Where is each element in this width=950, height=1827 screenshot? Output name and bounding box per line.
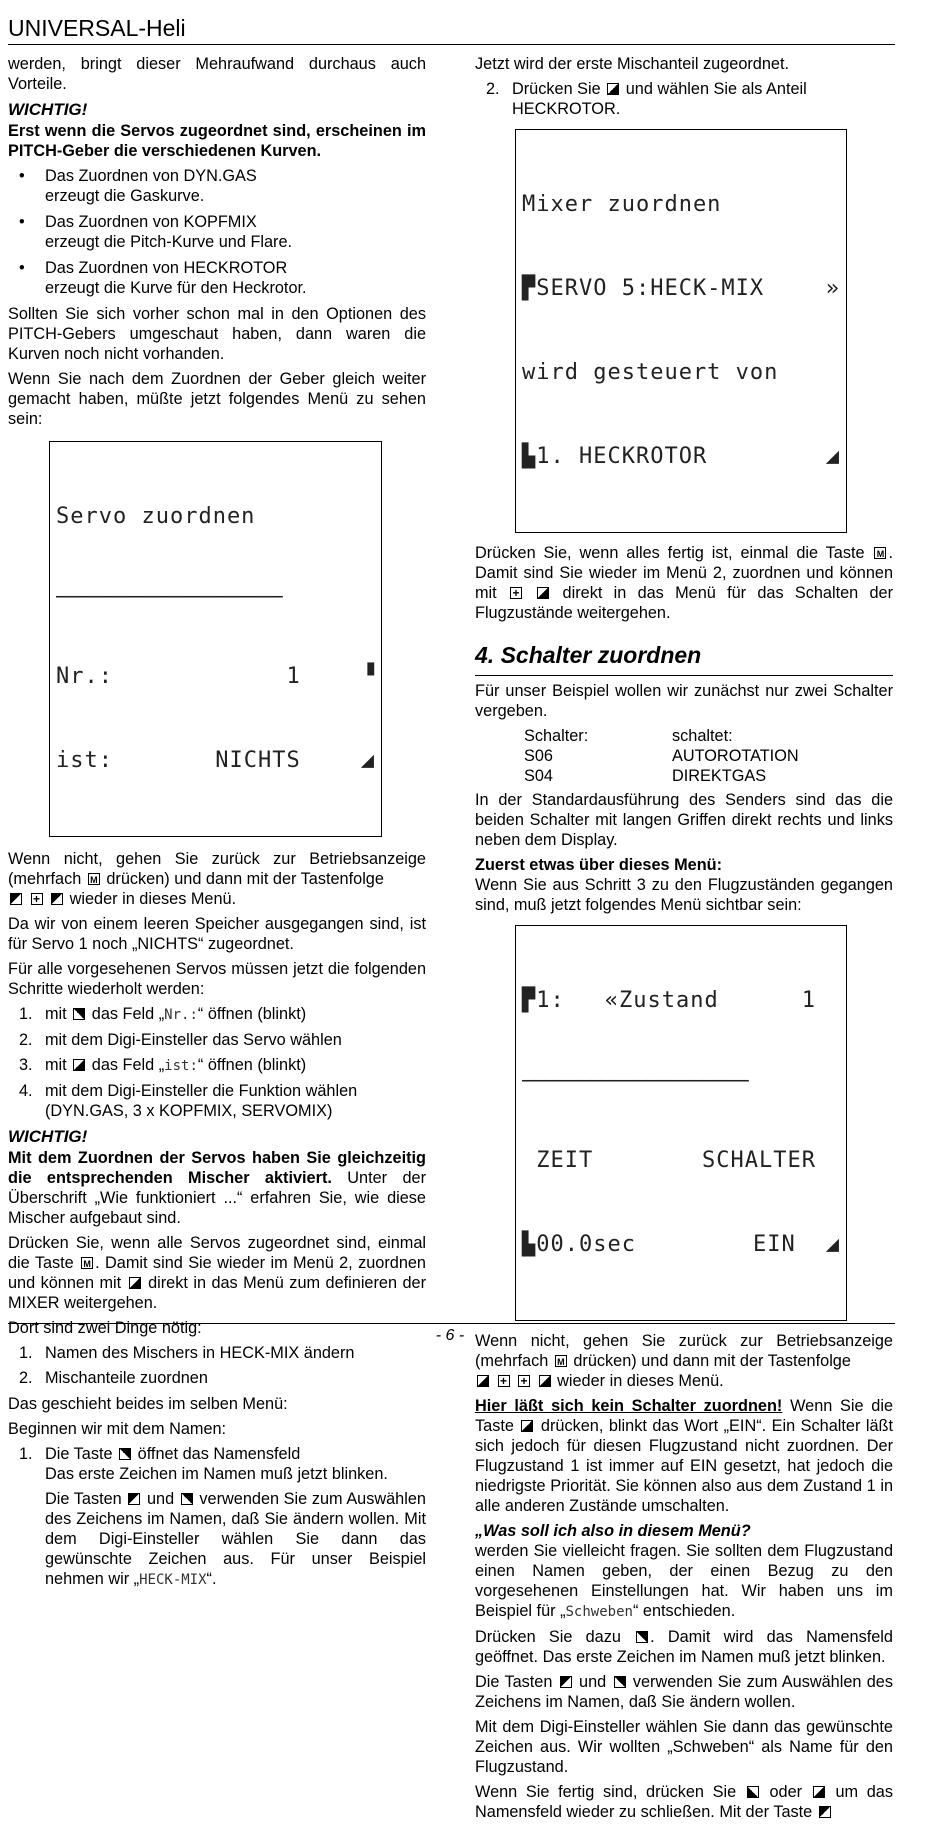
key-down-right-icon: [607, 83, 619, 95]
subheading: „Was soll ich also in diesem Menü?: [475, 1522, 751, 1540]
warning-text: Erst wenn die Servos zugeordnet sind, erscheinen im PITCH-Geber die verschiedenen Kurven.: [8, 122, 426, 160]
key-down-right-icon: [73, 1059, 85, 1071]
lcd-line: wird gesteuert von: [522, 360, 779, 385]
key-down-right-icon: [129, 1277, 141, 1289]
key-down-right-icon: [813, 1786, 825, 1798]
plus-key-icon: [510, 587, 522, 599]
key-up-left-icon: [819, 1806, 831, 1818]
paragraph: Drücken Sie, wenn alles fertig ist, einmal die Taste M . Damit sind Sie wieder im Menü 2, zuordnen und können mit + direkt in das Menü für das Schalten der Flugzustände weitergehen.: [475, 543, 893, 623]
list-item: 2. mit dem Digi-Einsteller das Servo wählen: [19, 1031, 342, 1049]
page-number: - 6 -: [435, 1327, 465, 1344]
key-down-right-icon: [521, 1420, 533, 1432]
lcd-line: ZEIT SCHALTER: [522, 1148, 816, 1173]
lcd-line: ▙00.0sec EIN ◢: [522, 1232, 840, 1257]
lcd-line: ▛SERVO 5:HECK-MIX »: [522, 276, 840, 301]
table-row: S06 AUTOROTATION: [524, 747, 799, 765]
paragraph: Drücken Sie dazu . Damit wird das Namensfeld geöffnet. Das erste Zeichen im Namen muß jetzt blinken.: [475, 1628, 893, 1666]
list-item: 4. mit dem Digi-Einsteller die Funktion wählen (DYN.GAS, 3 x KOPFMIX, SERVOMIX): [19, 1082, 358, 1120]
list-item: 2. Drücken Sie und wählen Sie als Anteil HECKROTOR.: [486, 80, 807, 118]
paragraph: Mit dem Digi-Einsteller wählen Sie dann das gewünschte Zeichen aus. Wir wollten „Schweben“ als Name für den Flugzustand.: [475, 1718, 893, 1776]
plus-key-icon: [498, 1375, 510, 1387]
bullet-list: [8, 166, 426, 298]
list-item: 1. Die Taste öffnet das Namensfeld Das erste Zeichen im Namen muß jetzt blinken. Die Tasten und verwenden Sie zum Auswählen des Zeichens im Namen, daß Sie ändern wollen. Mit dem Digi-Einsteller wählen Sie dann das gewünschte Zeichen aus. Für unser Beispiel nehmen wir „HECK-MIX“.: [19, 1445, 426, 1588]
lcd-line: ▙1. HECKROTOR ◢: [522, 444, 840, 469]
paragraph: Jetzt wird der erste Mischanteil zugeordnet.: [475, 55, 790, 73]
plus-key-icon: [31, 893, 43, 905]
paragraph: Beginnen wir mit dem Namen:: [8, 1420, 227, 1438]
paragraph: Wenn Sie fertig sind, drücken Sie oder um das Namensfeld wieder zu schließen. Mit der Taste: [475, 1783, 893, 1821]
paragraph: Dort sind zwei Dinge nötig:: [8, 1319, 202, 1337]
list-item: • Das Zuordnen von HECKROTOR erzeugt die Kurve für den Heckrotor.: [45, 258, 426, 298]
left-column: [8, 54, 426, 1596]
paragraph: Wenn Sie nach dem Zuordnen der Geber gleich weiter gemacht haben, müßte jetzt folgendes Menü zu sehen sein:: [8, 370, 426, 428]
key-down-left-icon: [747, 1786, 759, 1798]
key-up-right-icon: [614, 1676, 626, 1688]
section-title: 4. Schalter zuordnen: [475, 642, 702, 668]
switch-table: [524, 726, 799, 786]
paragraph: Drücken Sie, wenn alle Servos zugeordnet sind, einmal die Taste M . Damit sind Sie wieder im Menü 2, zuordnen und können mit direkt in das Menü zum definieren der MIXER weitergehen.: [8, 1233, 426, 1313]
warning-heading: WICHTIG!: [8, 100, 88, 119]
paragraph: Da wir von einem leeren Speicher ausgegangen sind, ist für Servo 1 noch „NICHTS“ zugeordnet.: [8, 915, 426, 953]
key-down-right-icon: [537, 587, 549, 599]
paragraph: Wenn Sie aus Schritt 3 zu den Flugzuständen gegangen sind, muß jetzt folgendes Menü sichtbar sein:: [475, 876, 893, 914]
header-rule: [8, 44, 895, 45]
lcd-servo-zuordnen: [49, 441, 382, 837]
page-header: UNIVERSAL-Heli: [8, 15, 186, 41]
paragraph: werden Sie vielleicht fragen. Sie sollten dem Flugzustand einen Namen geben, der einen Bezug zu den vorgesehenen Einstellungen hat. Wir haben uns im Beispiel für „Schweben“ entschieden.: [475, 1542, 893, 1620]
key-up-left-icon: [51, 893, 63, 905]
table-row: Schalter: schaltet:: [524, 727, 733, 745]
right-column: [475, 54, 893, 1827]
list-item: • Das Zuordnen von KOPFMIX erzeugt die Pitch-Kurve und Flare.: [45, 212, 426, 252]
todo-list: [8, 1343, 426, 1388]
paragraph: Für alle vorgesehenen Servos müssen jetzt die folgenden Schritte wiederholt werden:: [8, 960, 426, 998]
key-down-right-icon: [539, 1375, 551, 1387]
lcd-corner-icon: ◢: [825, 1232, 840, 1257]
menu-key-icon: [874, 547, 886, 559]
paragraph: Hier läßt sich kein Schalter zuordnen! Wenn Sie die Taste drücken, blinkt das Wort „EIN“. Ein Schalter läßt sich jedoch für diesen Flugzustand nicht zuordnen. Der Flugzustand 1 ist immer auf EIN gesetzt, hat jedoch die niedrigste Priorität. Sie können also aus dem Zustand 1 in alle anderen Zustände umschalten.: [475, 1397, 894, 1515]
lcd-corner-icon: ◢: [360, 748, 375, 773]
paragraph: Das geschieht beides im selben Menü:: [8, 1395, 288, 1413]
key-up-left-icon: [10, 893, 22, 905]
paragraph: Wenn nicht, gehen Sie zurück zur Betriebsanzeige (mehrfach M drücken) und dann mit der Tastenfolge + wieder in dieses Menü.: [8, 849, 426, 909]
paragraph: Sollten Sie sich vorher schon mal in den Optionen des PITCH-Gebers umgeschaut haben, dann waren die Kurven noch nicht vorhanden.: [8, 305, 426, 363]
plus-key-icon: [518, 1375, 530, 1387]
menu-key-icon: [555, 1355, 567, 1367]
list-item: 1. Namen des Mischers in HECK-MIX ändern: [19, 1344, 355, 1362]
paragraph: Für unser Beispiel wollen wir zunächst nur zwei Schalter vergeben.: [475, 682, 893, 720]
lcd-line: ▛1: «Zustand 1: [522, 988, 816, 1013]
lcd-line: Mixer zuordnen: [522, 192, 722, 217]
key-up-right-icon: [119, 1448, 131, 1460]
list-item: 3. mit das Feld „ist:“ öffnen (blinkt): [19, 1056, 307, 1074]
step-list: [8, 1004, 426, 1121]
paragraph: werden, bringt dieser Mehraufwand durchaus auch Vorteile.: [8, 55, 426, 93]
lcd-corner-icon: ◢: [825, 444, 840, 469]
footer-rule: [8, 1323, 895, 1324]
lcd-line: Servo zuordnen: [56, 504, 256, 529]
step-list: [475, 79, 893, 119]
table-row: S04 DIREKTGAS: [524, 767, 767, 785]
lcd-zustand: [515, 925, 847, 1321]
paragraph: Die Tasten und verwenden Sie zum Auswählen des Zeichens im Namen, daß Sie ändern wollen. Mit dem Digi-Einsteller wählen Sie dann das gewünschte Zeichen aus. Für unser Beispiel nehmen wir „HECK-MIX“.: [45, 1490, 426, 1588]
menu-key-icon: [88, 873, 100, 885]
paragraph: Wenn nicht, gehen Sie zurück zur Betriebsanzeige (mehrfach M drücken) und dann mit der Tastenfolge + + wieder in dieses Menü.: [475, 1331, 893, 1391]
list-item: 1. mit das Feld „Nr.:“ öffnen (blinkt): [19, 1005, 307, 1023]
lcd-corner-icon: ▝: [360, 664, 375, 689]
paragraph: Die Tasten und verwenden Sie zum Auswählen des Zeichens im Namen, daß Sie ändern wollen.: [475, 1673, 893, 1711]
lcd-dashes: ––––––––––––––––––––: [522, 1068, 747, 1093]
lcd-line: Nr.: 1 ▝: [56, 664, 375, 689]
lcd-line: ist: NICHTS ◢: [56, 748, 375, 773]
lcd-arrow-icon: »: [825, 276, 840, 301]
key-up-left-icon: [560, 1676, 572, 1688]
warning-heading: WICHTIG!: [8, 1127, 88, 1146]
key-down-right-icon: [477, 1375, 489, 1387]
list-item: • Das Zuordnen von DYN.GAS erzeugt die Gaskurve.: [45, 166, 426, 206]
name-step-list: [8, 1444, 426, 1590]
paragraph: Mit dem Zuordnen der Servos haben Sie gleichzeitig die entsprechenden Mischer aktiviert. Unter der Überschrift „Wie funktioniert ...“ erfahren Sie, wie diese Mischer aufgebaut sind.: [8, 1149, 426, 1227]
subheading: Zuerst etwas über dieses Menü:: [475, 856, 723, 874]
key-up-right-icon: [636, 1631, 648, 1643]
section-rule: [475, 675, 893, 676]
menu-key-icon: [81, 1257, 93, 1269]
paragraph: In der Standardausführung des Senders sind das die beiden Schalter mit langen Griffen direkt rechts und links neben dem Display.: [475, 791, 893, 849]
key-up-right-icon: [181, 1493, 193, 1505]
list-item: 2. Mischanteile zuordnen: [19, 1369, 208, 1387]
key-up-left-icon: [128, 1493, 140, 1505]
lcd-mixer-zuordnen: [515, 129, 847, 533]
key-up-right-icon: [73, 1008, 85, 1020]
lcd-dashes: ––––––––––––––––––––: [56, 584, 281, 609]
